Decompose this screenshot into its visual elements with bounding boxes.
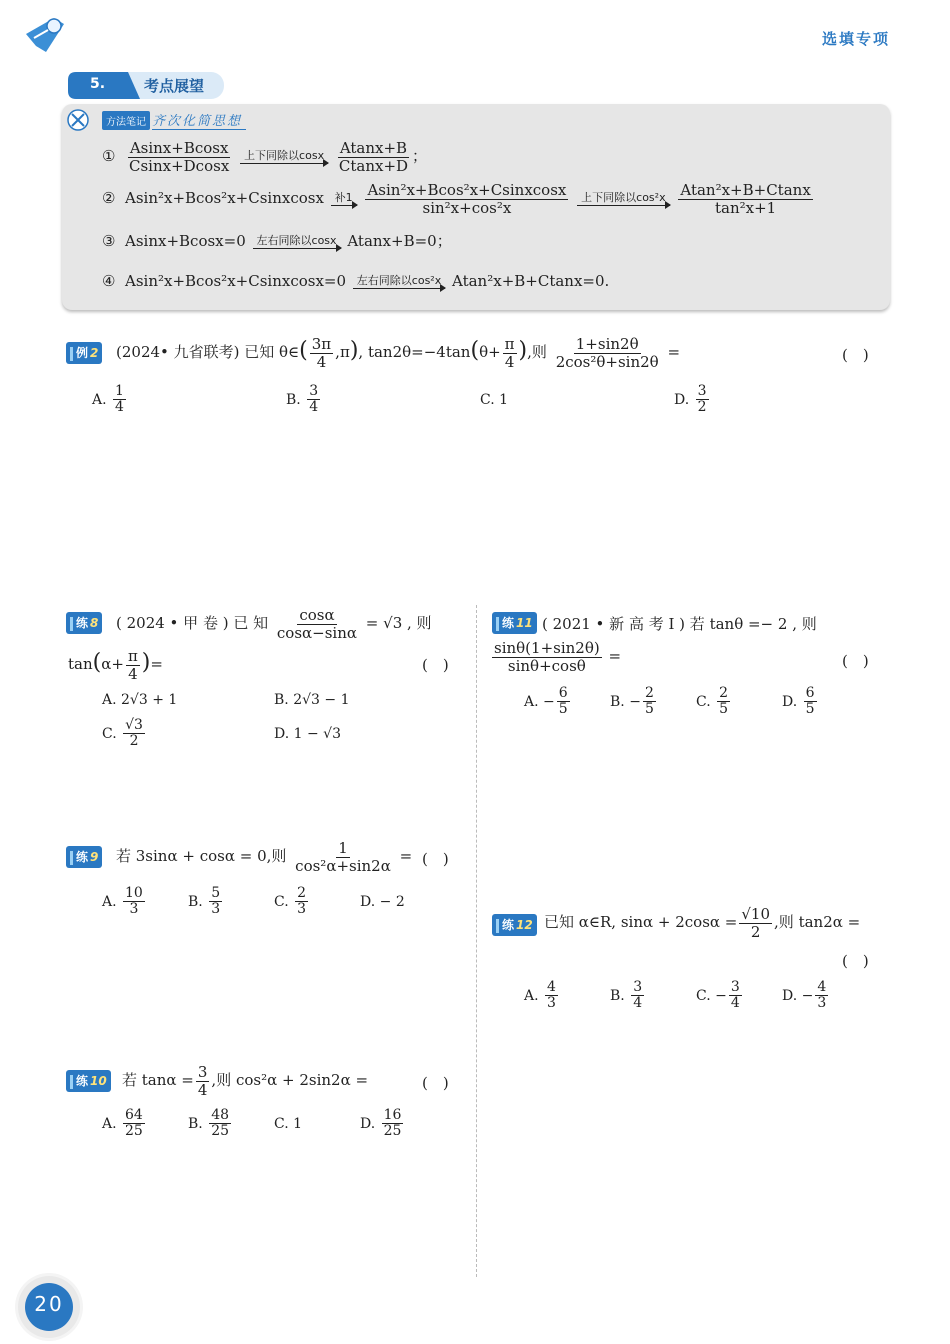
option-b[interactable]: B. − $\frac{2}{5}$ [610,685,654,718]
page-number: 20 [34,1292,64,1316]
topic-title: 考点展望 [144,77,205,95]
option-b[interactable]: B. $\frac{48}{25}$ [188,1107,230,1140]
option-d[interactable]: D. $\frac{6}{5}$ [782,685,815,718]
p11-question-line2: $\frac{\sin\theta(1+\sin 2\theta)}{\sin\theta+\cos\theta}$ = [494,639,622,675]
option-c[interactable]: C. $\frac{√3}{2}$ [102,717,143,750]
p8-question-line2: tan(α+ $\frac{\pi}{4}$ )= [68,647,163,683]
option-a[interactable]: A. $\frac{4}{3}$ [524,979,556,1012]
p9-question: 若 3sinα + cosα = 0,则 $\frac{1}{\text{cos²α+sin2α}}$ = [116,839,413,875]
page-number-badge [18,1276,80,1338]
option-c[interactable]: C. 1 [480,392,509,408]
note-item-2: ② Asin²x+Bcos²x+Csinxcosx 补1 $\frac{\text{Asin²x+Bcos²x+Csinxcosx}}{\text{sin²x+cos²x}}$ 上下同除以cos²x $\frac{\text{Atan²x+B+Ctanx}}{\text{tan²x+1}}$ [102,181,811,217]
note-item-1: ① $\frac{Asinx+Bcosx}{Csinx+Dcosx}$ 上下同除以cosx $\frac{Atanx+B}{Ctanx+D}$ ； [102,139,428,175]
topic-number: 5. [90,76,106,92]
topic-banner [68,72,224,99]
example-tag: 例 2 [66,342,102,364]
answer-blank: ( ) [422,1074,449,1092]
practice-tag: 练 10 [66,1070,111,1092]
answer-blank: ( ) [422,656,449,674]
answer-blank: ( ) [842,952,869,970]
option-a[interactable]: A. 2√3 + 1 [102,692,178,708]
option-b[interactable]: B. 2√3 − 1 [274,692,350,708]
answer-blank: ( ) [842,346,869,364]
logo [24,12,68,56]
answer-blank: ( ) [422,850,449,868]
option-d[interactable]: D. − $\frac{4}{3}$ [782,979,827,1012]
p11-question: ( 2021 • 新 高 考 Ⅰ ) 若 tanθ =− 2 , 则 [542,615,817,633]
option-c[interactable]: C. $\frac{2}{5}$ [696,685,729,718]
option-b[interactable]: B. $\frac{3}{4}$ [610,979,643,1012]
practice-tag: 练 9 [66,846,102,868]
note-title: 齐次化简思想 [152,110,246,130]
p10-question: 若 tanα = $\frac{3}{4}$ ,则 cos²α + 2sin2α = [122,1063,369,1099]
option-a[interactable]: A. $\frac{10}{3}$ [102,885,143,918]
practice-tag: 练 8 [66,612,102,634]
option-d[interactable]: D. 1 − √3 [274,726,342,742]
section-label: 选填专项 [822,30,891,48]
option-d[interactable]: D. − 2 [360,894,405,910]
note-item-3: ③ Asinx+Bcosx=0 左右同除以cosx Atanx+B=0； [102,232,452,250]
method-note-box [62,104,890,310]
option-c[interactable]: C. 1 [274,1116,303,1132]
option-a[interactable]: A. $\frac{64}{25}$ [102,1107,143,1140]
p12-question: 已知 α∈R, sinα + 2cosα = $\frac{√10}{2}$ ,则 tan2α = [544,905,861,941]
note-badge: 方法笔记 [102,111,150,130]
option-b[interactable]: B. $\frac{5}{3}$ [188,885,221,918]
option-d[interactable]: D. $\frac{3}{2}$ [674,383,707,416]
answer-blank: ( ) [842,652,869,670]
option-a[interactable]: A. − $\frac{6}{5}$ [524,685,568,718]
option-d[interactable]: D. $\frac{16}{25}$ [360,1107,402,1140]
practice-tag: 练 11 [492,612,537,634]
logo-icon [24,12,68,56]
example2-question: (2024• 九省联考) 已知 θ∈( $\frac{3\pi}{4}$ ,π), tan2θ=−4tan(θ+ $\frac{\pi}{4}$ ),则 $\frac{1+\sin 2\theta}{\text{2cos²θ+sin2θ}}$ = [116,335,681,371]
option-c[interactable]: C. − $\frac{3}{4}$ [696,979,740,1012]
option-c[interactable]: C. $\frac{2}{3}$ [274,885,307,918]
pencil-icon [67,109,89,131]
note-item-4: ④ Asin²x+Bcos²x+Csinxcosx=0 左右同除以cos²x Atan²x+B+Ctanx=0. [102,272,610,290]
option-a[interactable]: A. $\frac{1}{4}$ [92,383,124,416]
practice-tag: 练 12 [492,914,537,936]
option-b[interactable]: B. $\frac{3}{4}$ [286,383,319,416]
column-divider [476,605,477,1277]
p8-question: ( 2024 • 甲 卷 ) 已 知 $\frac{\cos\alpha}{\cos\alpha-\sin\alpha}$ = √3 , 则 [116,606,432,642]
